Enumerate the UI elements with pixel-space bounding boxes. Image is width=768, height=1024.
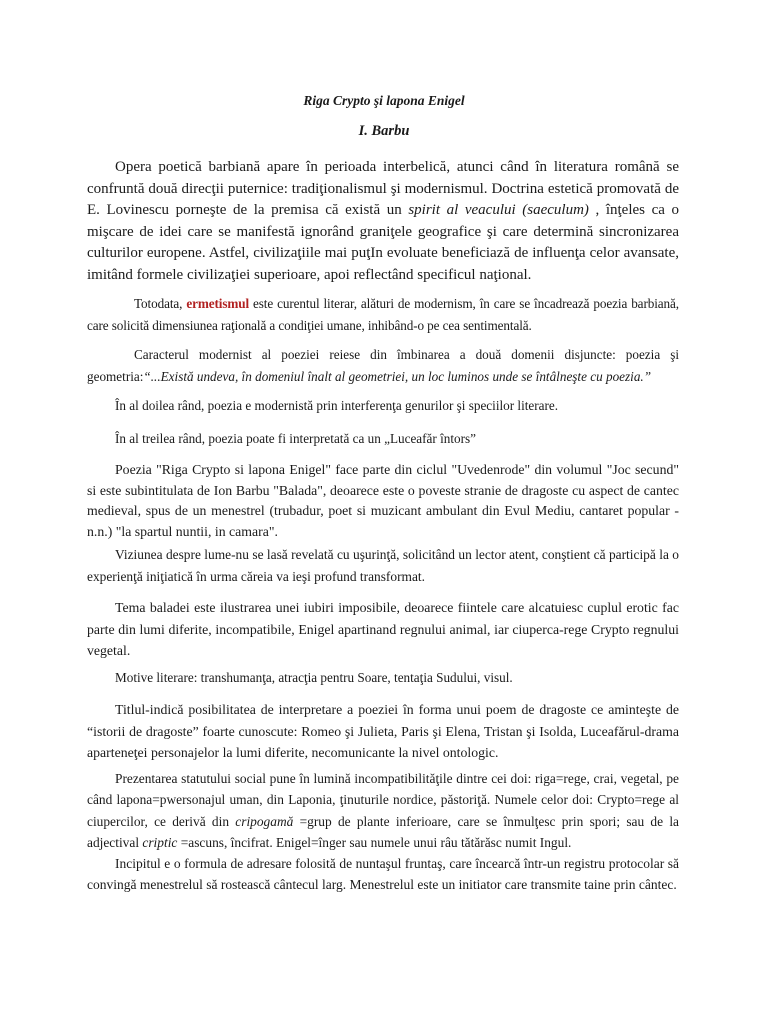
- text-run: =grup de plante inferioare, care se înmulţesc prin spori; sau de la adjectival: [87, 813, 679, 851]
- text-run: Prezentarea statutului social pune în lumină incompatibilităţile dintre cei doi: riga=rege, crai, vegetal, pe când lapona=pwersonajul uman, din Laponia, ţinuturile nordice, păstoriţă. Numele celor doi: Crypto=rege al ciupercilor, ce derivă din: [87, 771, 679, 829]
- paragraph-motive: Motive literare: transhumanţa, atracţia pentru Soare, tentaţia Sudului, visul.: [115, 670, 513, 685]
- paragraph-geometry: [87, 344, 679, 388]
- paragraph-ermetism: [87, 293, 679, 337]
- paragraph-tema: Tema baladei este ilustrarea unei iubiri imposibile, deoarece fiintele care alcatuiesc cuplul erotic fac parte din lumi diferite, incompatibile, Enigel apartinand regnului animal, iar ciuperca-rege Crypto regnului vegetal.: [87, 600, 679, 659]
- paragraph-balada: Poezia "Riga Crypto si lapona Enigel" face parte din ciclul "Uvedenrode" din volumul "Joc secund" si este subintitulata de Ion Barbu "Balada", deoarece este o poveste stranie de dragoste cu aspect de cantec medieval, spus de un menestrel (trubadur, poet si muzicant ambulant din Evul Mediu, cantaret popular - n.n.) "la spartul nuntii, in camara".: [87, 462, 679, 539]
- paragraph-intro: [87, 157, 679, 287]
- text-run: Caracterul modernist al poeziei reiese din îmbinarea a două domenii disjuncte: poezia şi geometria:: [87, 347, 679, 384]
- italic-quote: “...Există undeva, în domeniul înalt al geometriei, un loc luminos unde se întâlneşte cu poezia.”: [143, 368, 652, 384]
- document-title: Riga Crypto şi lapona Enigel: [303, 93, 465, 108]
- paragraph-statut: [87, 768, 679, 854]
- text-run: este curentul literar, alături de modernism, în care se încadrează poezia barbiană, care solicită dimensiunea raţională a condiţiei umane, inhibând-o pe cea sentimentală.: [87, 296, 679, 333]
- document-subtitle: I. Barbu: [358, 123, 410, 139]
- paragraph-incipit: Incipitul e o formula de adresare folosită de nuntaşul fruntaş, care încearcă într-un registru protocolar să convingă menestrelul să rostească cântecul larg. Menestrelul este un initiator care transmite taine prin cântec.: [87, 856, 679, 893]
- highlighted-term: ermetismul: [186, 296, 250, 311]
- italic-term: spirit al veacului (saeculum): [408, 202, 589, 219]
- paragraph-luceafar: În al treilea rând, poezia poate fi interpretată ca un „Luceafăr întors”: [115, 431, 476, 446]
- paragraph-viziune: Viziunea despre lume-nu se lasă revelată cu uşurinţă, solicitând un lector atent, conştient că participă la o experienţă iniţiatică în urma căreia va ieşi profund transformat.: [87, 547, 679, 584]
- text-run: , înţeles ca o mişcare de idei care se manifestă ignorând graniţele geografice şi care determină sincronizarea culturilor europene. Astfel, civilizaţiile mai puţIn evoluate beneficiază de influenţa celor avansate, imitând formele civilizaţiei superioare, apoi reflectând specificul naţional.: [87, 202, 679, 283]
- italic-term: cripogamă: [235, 813, 294, 829]
- paragraph-titlul: Titlul-indică posibilitatea de interpretare a poeziei în forma unui poem de dragoste ce aminteşte de “istorii de dragoste” foarte cunoscute: Romeo şi Julieta, Paris şi Elena, Tristan şi Isolda, Luceafărul-drama aparteneţei personajelor la lumi diferite, necomunicante la nivel ontologic.: [87, 702, 679, 761]
- text-run: Totodata,: [134, 296, 187, 311]
- italic-term: criptic: [142, 835, 178, 851]
- text-run: =ascuns, încifrat. Enigel=înger sau numele unui râu tătărăsc numit Ingul.: [177, 835, 572, 851]
- paragraph-genres: În al doilea rând, poezia e modernistă prin interferenţa genurilor şi speciilor literare.: [115, 398, 559, 413]
- text-run: Opera poetică barbiană apare în perioada interbelică, atunci când în literatura română se confruntă două direcţii puternice: tradiţionalismul şi modernismul. Doctrina estetică promovată de E. Lovinescu porneşte de la premisa că există un: [87, 159, 679, 219]
